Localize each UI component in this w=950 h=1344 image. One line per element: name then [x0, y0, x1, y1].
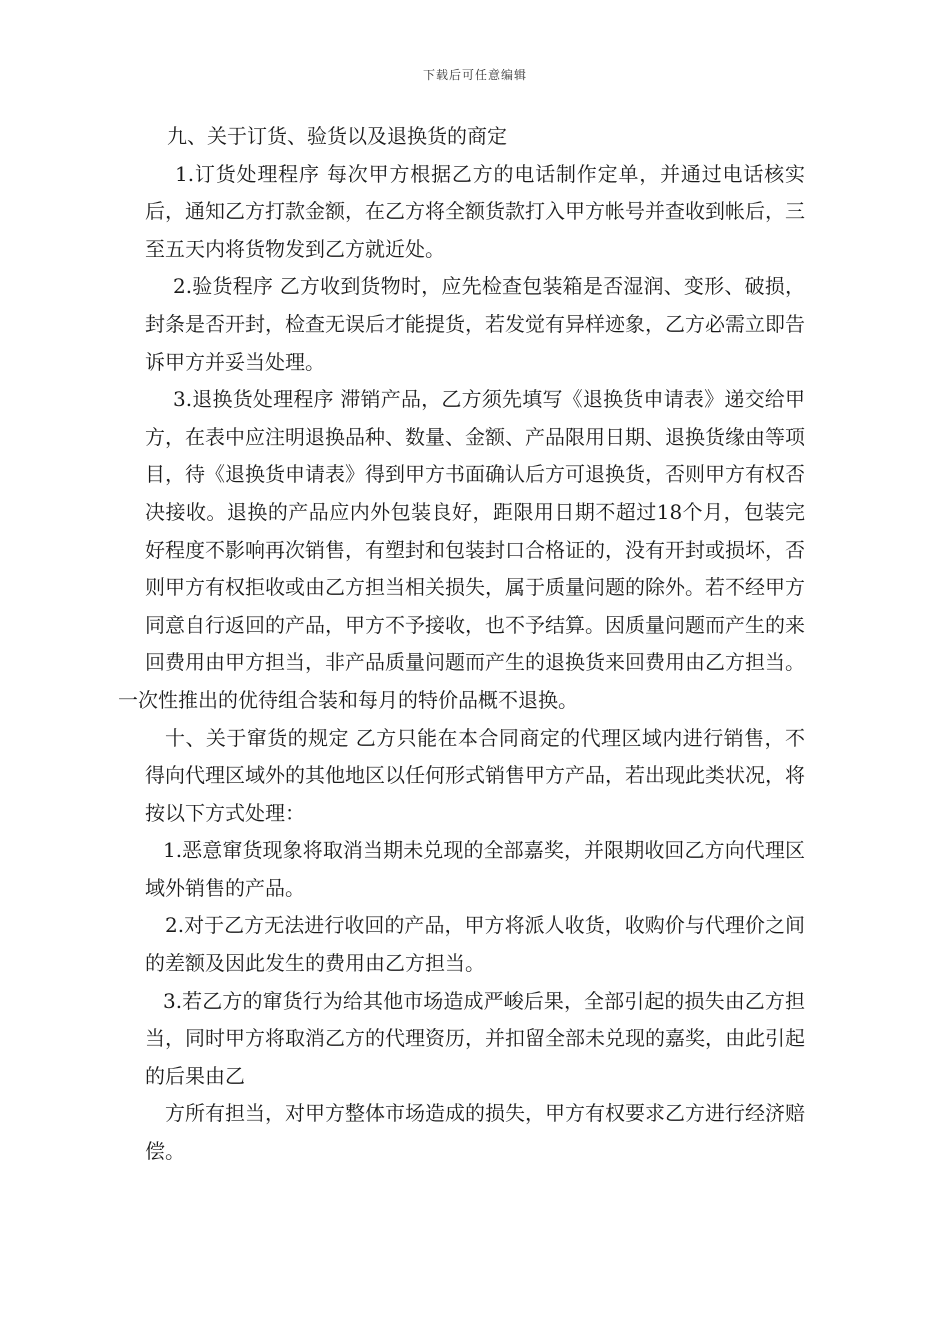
section-10-item-3-continued: 方所有担当，对甲方整体市场造成的损失，甲方有权要求乙方进行经济赔偿。	[145, 1101, 805, 1164]
header-note: 下载后可任意编辑	[422, 68, 527, 82]
section-9-item-2: 2.验货程序 乙方收到货物时，应先检查包装箱是否湿润、变形、破损，封条是否开封，检查无误后才能提货，若发觉有异样迹象，乙方必需立即告诉甲方并妥当处理。	[145, 274, 805, 374]
section-10-item-3: 3.若乙方的窜货行为给其他市场造成严峻后果，全部引起的损失由乙方担当，同时甲方将取消乙方的代理资历，并扣留全部未兑现的嘉奖，由此引起的后果由乙	[145, 988, 805, 1088]
section-10-item-2: 2.对于乙方无法进行收回的产品，甲方将派人收货，收购价与代理价之间的差额及因此发生的费用由乙方担当。	[145, 913, 805, 976]
section-10-intro: 十、关于窜货的规定 乙方只能在本合同商定的代理区域内进行销售，不得向代理区域外的其他地区以任何形式销售甲方产品，若出现此类状况，将按以下方式处理：	[145, 725, 805, 825]
section-10-item-1: 1.恶意窜货现象将取消当期未兑现的全部嘉奖，并限期收回乙方向代理区域外销售的产品。	[145, 838, 805, 900]
section-9-title: 九、关于订货、验货以及退换货的商定	[167, 124, 507, 148]
document-body	[118, 118, 805, 1171]
section-9-item-3: 3.退换货处理程序 滞销产品，乙方须先填写《退换货申请表》递交给甲方，在表中应注明退换品种、数量、金额、产品限用日期、退换货缘由等项目，待《退换货申请表》得到甲方书面确认后方可退换货，否则甲方有权否决接收。退换的产品应内外包装良好，距限用日期不超过18个月，包装完好程度不影响再次销售，有塑封和包装封口合格证的，没有开封或损坏，否则甲方有权拒收或由乙方担当相关损失，属于质量问题的除外。若不经甲方同意自行返回的产品，甲方不予接收，也不予结算。因质量问题而产生的来回费用由甲方担当，非产品质量问题而产生的退换货来回费用由乙方担当。	[145, 387, 805, 675]
section-9-item-1: 1.订货处理程序 每次甲方根据乙方的电话制作定单，并通过电话核实后，通知乙方打款金额，在乙方将全额货款打入甲方帐号并查收到帐后，三至五天内将货物发到乙方就近处。	[145, 161, 805, 261]
section-9-item-3-tail: 一次性推出的优待组合装和每月的特价品概不退换。	[118, 687, 578, 712]
